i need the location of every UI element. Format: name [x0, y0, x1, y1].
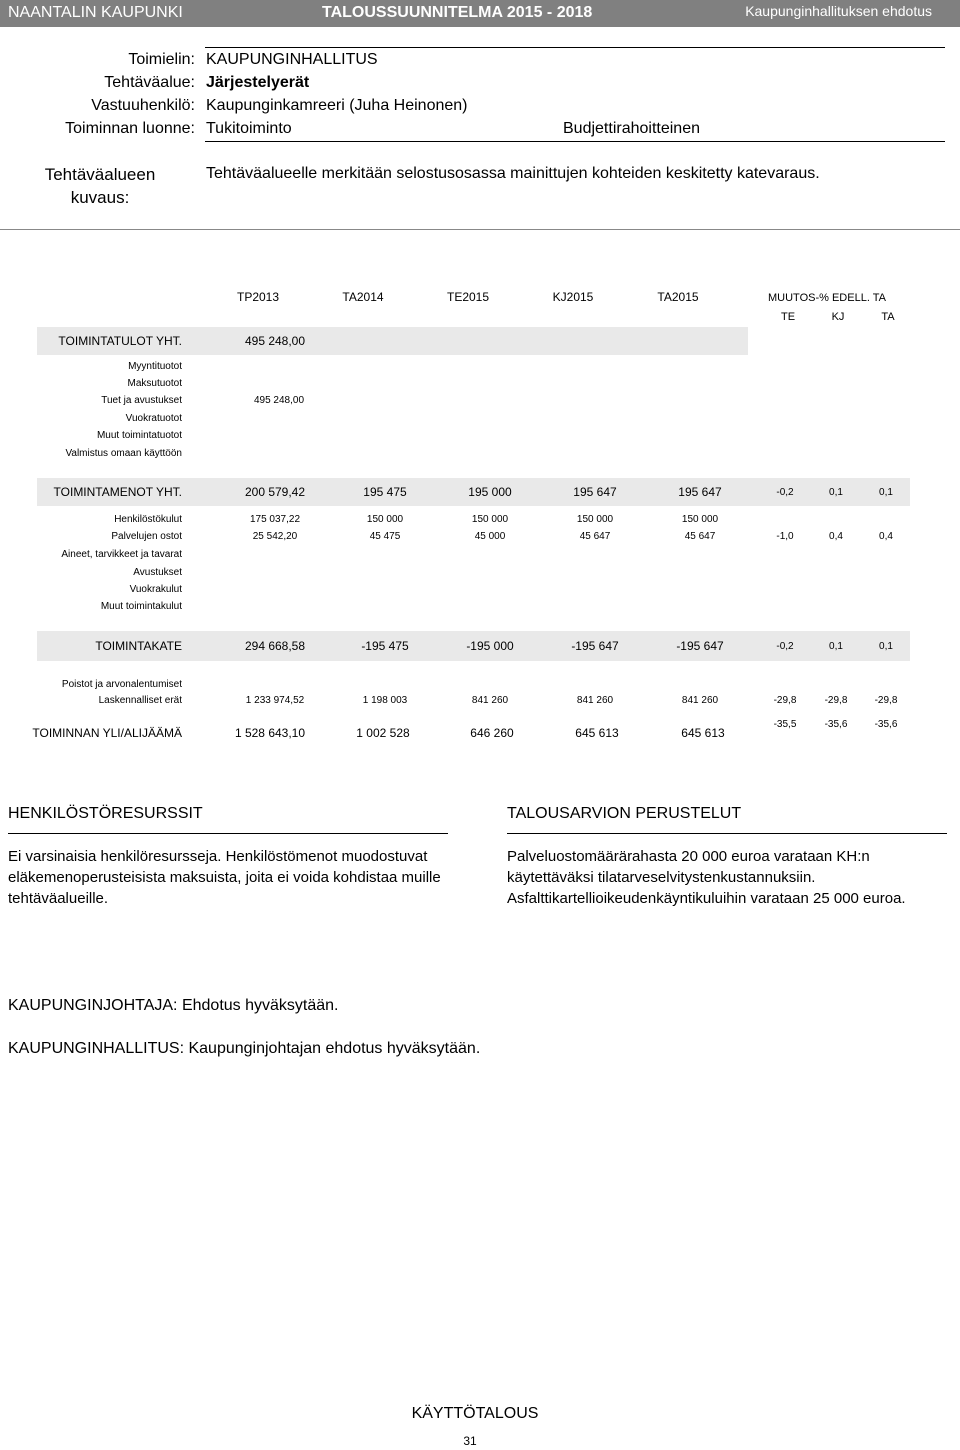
- henkilosto-heading: HENKILÖSTÖRESURSSIT: [8, 805, 203, 822]
- henkilosto-text: Ei varsinaisia henkilöresursseja. Henkilöstömenot muodostuvat eläkemenoperusteisista maksuista, joita ei voida kohdistaa muille tehtäväalueille.: [8, 848, 441, 907]
- menot-henkilosto-tp2013: 175 037,22: [249, 514, 301, 525]
- menot-palvelut-ta2014: 45 475: [369, 531, 401, 542]
- col-tp2013: TP2013: [236, 290, 280, 304]
- talousarvio-heading: TALOUSARVION PERUSTELUT: [507, 805, 742, 822]
- city-name: NAANTALIN KAUPUNKI: [8, 4, 183, 21]
- laskennalliset-kj2015: 841 260: [576, 695, 614, 706]
- menot-palvelut-ta2015: 45 647: [684, 531, 716, 542]
- menot-henkilosto-te2015: 150 000: [471, 514, 509, 525]
- talousarvio-text: Palveluostomäärärahasta 20 000 euroa varataan KH:n käytettäväksi tilatarveselvitystenkustannuksiin. Asfalttikartellioikeudenkäyntikuluihin varataan 25 000 euroa.: [507, 848, 906, 907]
- menot-henkilosto-kj2015: 150 000: [576, 514, 614, 525]
- laskennalliset-pct-ta: -29,8: [874, 695, 898, 706]
- talousarvio-rule: [507, 833, 947, 834]
- footer-section: KÄYTTÖTALOUS: [411, 1405, 539, 1422]
- toimielin-value: KAUPUNGINHALLITUS: [206, 51, 378, 68]
- toimintakate-pct-ta: 0,1: [879, 641, 893, 652]
- ylijaama-te2015: 646 260: [470, 726, 514, 740]
- toimintakate-label: TOIMINTAKATE: [95, 639, 182, 653]
- kaupunginhallitus-decision: KAUPUNGINHALLITUS: Kaupunginjohtajan ehdotus hyväksytään.: [8, 1040, 481, 1057]
- info-top-rule: [205, 47, 945, 48]
- ylijaama-kj2015: 645 613: [575, 726, 619, 740]
- col-ta2014: TA2014: [342, 290, 384, 304]
- document-title: TALOUSSUUNNITELMA 2015 - 2018: [322, 4, 593, 21]
- poistot-label: Poistot ja arvonalentumiset: [61, 679, 182, 690]
- laskennalliset-ta2015: 841 260: [681, 695, 719, 706]
- vastuuhenkilo-label: Vastuuhenkilö:: [91, 97, 195, 114]
- toimintakate-tp2013: 294 668,58: [244, 639, 306, 653]
- toimintatulot-tp2013: 495 248,00: [244, 334, 306, 348]
- col-te2015: TE2015: [446, 290, 490, 304]
- laskennalliset-tp2013: 1 233 974,52: [245, 695, 305, 706]
- menot-palvelut-tp2013: 25 542,20: [252, 531, 298, 542]
- laskennalliset-label: Laskennalliset erät: [98, 695, 182, 706]
- ylijaama-pct-te: -35,5: [773, 719, 797, 730]
- ylijaama-ta2014: 1 002 528: [356, 726, 410, 740]
- laskennalliset-pct-te: -29,8: [773, 695, 797, 706]
- toimintamenot-pct-te: -0,2: [776, 487, 794, 498]
- luonne-label: Toiminnan luonne:: [65, 120, 195, 137]
- menot-palvelut-kj2015: 45 647: [579, 531, 611, 542]
- henkilosto-rule: [8, 833, 448, 834]
- col-kj2015: KJ2015: [552, 290, 594, 304]
- muutos-header: MUUTOS-% EDELL. TA: [768, 292, 886, 304]
- toimintakate-ta2015: -195 647: [676, 639, 724, 653]
- toimintamenot-ta2014: 195 475: [363, 485, 407, 499]
- tulot-row-vuokratuotot: Vuokratuotot: [125, 413, 182, 424]
- ylijaama-pct-ta: -35,6: [874, 719, 898, 730]
- ylijaama-label: TOIMINNAN YLI/ALIJÄÄMÄ: [32, 726, 182, 740]
- toimintamenot-pct-kj: 0,1: [829, 487, 843, 498]
- info-bottom-rule: [0, 229, 960, 230]
- menot-row-palvelut: Palvelujen ostot: [111, 531, 182, 542]
- tulot-row-tuet: Tuet ja avustukset: [101, 395, 182, 406]
- menot-palvelut-te2015: 45 000: [474, 531, 506, 542]
- col-ta2015: TA2015: [657, 290, 699, 304]
- pct-col-te: TE: [780, 311, 796, 323]
- ylijaama-pct-kj: -35,6: [824, 719, 848, 730]
- toimintakate-pct-kj: 0,1: [829, 641, 843, 652]
- menot-palvelut-pct-ta: 0,4: [879, 531, 893, 542]
- budjetti-value: Budjettirahoitteinen: [563, 120, 700, 137]
- document-header: [0, 0, 960, 27]
- proposal-note: Kaupunginhallituksen ehdotus: [745, 3, 932, 19]
- kaupunginjohtaja-decision: KAUPUNGINJOHTAJA: Ehdotus hyväksytään.: [8, 997, 339, 1014]
- pct-col-kj: KJ: [831, 311, 845, 323]
- toimintakate-kj2015: -195 647: [571, 639, 619, 653]
- toimielin-label: Toimielin:: [128, 51, 195, 68]
- tehtavaalue-value: Järjestelyerät: [206, 74, 310, 91]
- menot-row-vuokrakulut: Vuokrakulut: [129, 584, 182, 595]
- toimintakate-te2015: -195 000: [466, 639, 514, 653]
- tulot-row-myyntituotot: Myyntituotot: [128, 361, 182, 372]
- page-number: 31: [463, 1434, 477, 1448]
- toimintakate-ta2014: -195 475: [361, 639, 409, 653]
- menot-row-muut: Muut toimintakulut: [100, 601, 182, 612]
- tulot-row-muut: Muut toimintatuotot: [96, 430, 182, 441]
- tulot-tuet-tp2013: 495 248,00: [253, 395, 305, 406]
- laskennalliset-ta2014: 1 198 003: [362, 695, 408, 706]
- tulot-row-valmistus: Valmistus omaan käyttöön: [65, 448, 182, 459]
- toimintatulot-label: TOIMINTATULOT YHT.: [58, 334, 182, 348]
- kuvaus-value: Tehtäväalueelle merkitään selostusosassa mainittujen kohteiden keskitetty katevaraus.: [206, 165, 820, 182]
- kuvaus-label-2: kuvaus:: [70, 188, 130, 207]
- menot-row-avustukset: Avustukset: [133, 567, 182, 578]
- pct-col-ta: TA: [881, 311, 895, 323]
- toimintamenot-label: TOIMINTAMENOT YHT.: [53, 485, 182, 499]
- menot-row-aineet: Aineet, tarvikkeet ja tavarat: [61, 549, 182, 560]
- vastuuhenkilo-value: Kaupunginkamreeri (Juha Heinonen): [206, 97, 468, 114]
- tulot-row-maksutuotot: Maksutuotot: [127, 378, 182, 389]
- luonne-value: Tukitoiminto: [206, 120, 292, 137]
- toimintamenot-te2015: 195 000: [468, 485, 512, 499]
- menot-palvelut-pct-kj: 0,4: [829, 531, 843, 542]
- kuvaus-label-1: Tehtäväalueen: [44, 165, 156, 184]
- menot-row-henkilosto: Henkilöstökulut: [114, 514, 182, 525]
- ylijaama-tp2013: 1 528 643,10: [234, 726, 306, 740]
- info-mid-rule: [205, 141, 945, 142]
- laskennalliset-te2015: 841 260: [471, 695, 509, 706]
- toimintamenot-pct-ta: 0,1: [879, 487, 893, 498]
- toimintamenot-kj2015: 195 647: [573, 485, 617, 499]
- toimintamenot-ta2015: 195 647: [678, 485, 722, 499]
- toimintamenot-tp2013: 200 579,42: [244, 485, 306, 499]
- laskennalliset-pct-kj: -29,8: [824, 695, 848, 706]
- tehtavaalue-label: Tehtäväalue:: [104, 74, 195, 91]
- menot-palvelut-pct-te: -1,0: [776, 531, 794, 542]
- menot-henkilosto-ta2014: 150 000: [366, 514, 404, 525]
- menot-henkilosto-ta2015: 150 000: [681, 514, 719, 525]
- toimintakate-pct-te: -0,2: [776, 641, 794, 652]
- ylijaama-ta2015: 645 613: [681, 726, 725, 740]
